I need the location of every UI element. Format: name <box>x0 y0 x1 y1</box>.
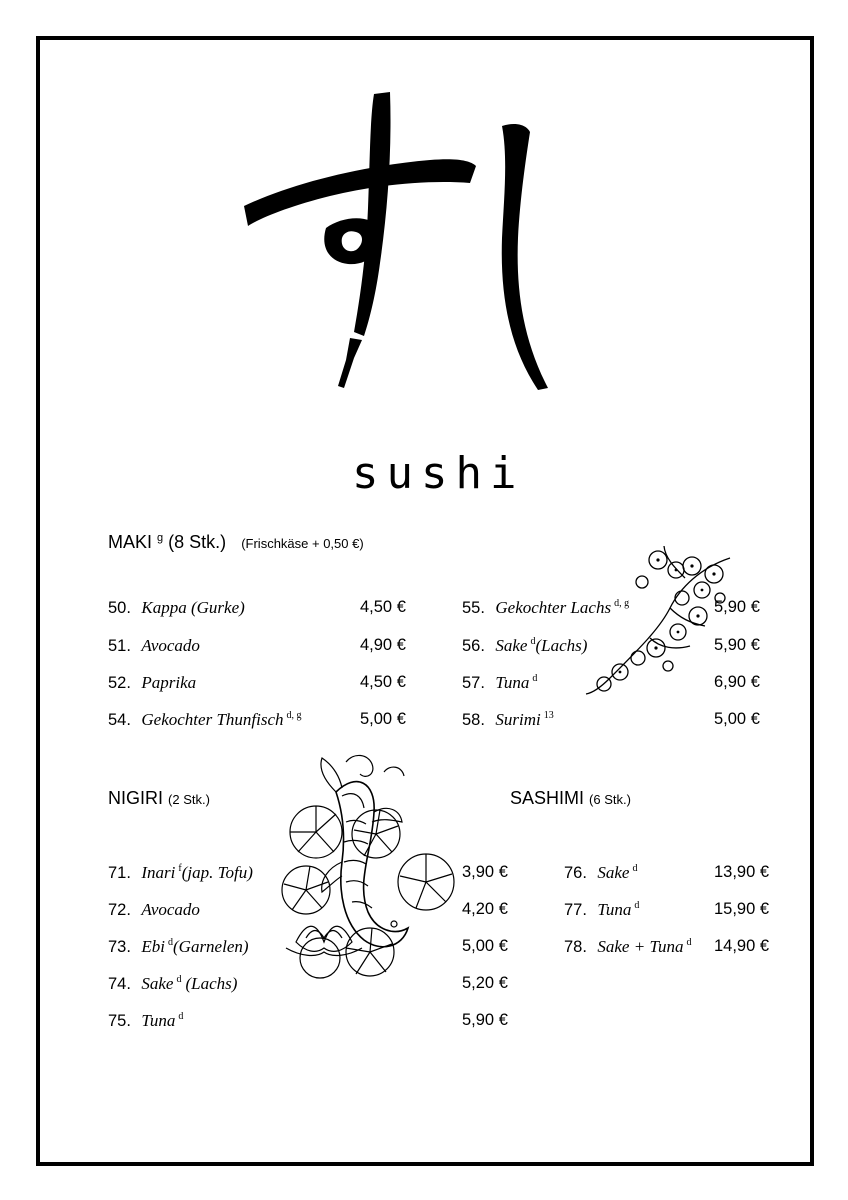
item-number: 75. <box>108 1012 131 1030</box>
list-item <box>564 900 776 920</box>
item-name: Sake + Tuna <box>597 937 684 956</box>
item-number: 74. <box>108 975 131 993</box>
item-price: 5,90 € <box>714 636 760 654</box>
item-name: Sake <box>597 863 630 882</box>
item-number: 51. <box>108 637 131 655</box>
item-number: 71. <box>108 864 131 882</box>
item-price: 15,90 € <box>714 900 770 918</box>
item-name: Avocado <box>141 900 200 919</box>
list-item <box>462 598 764 618</box>
list-item <box>108 863 512 883</box>
item-number: 55. <box>462 599 485 617</box>
list-item <box>108 937 512 957</box>
nigiri-heading <box>108 788 210 809</box>
item-price: 5,00 € <box>462 937 508 955</box>
item-allergens: d <box>178 1011 184 1023</box>
item-allergens: d <box>632 863 638 875</box>
maki-heading-allergen: g <box>157 532 164 544</box>
item-name: Kappa (Gurke) <box>141 598 245 617</box>
item-number: 50. <box>108 599 131 617</box>
maki-heading <box>108 532 364 553</box>
logo-title: sushi <box>352 448 525 499</box>
nigiri-heading-count: (2 Stk.) <box>168 792 210 807</box>
item-number: 54. <box>108 711 131 729</box>
item-name: Surimi <box>495 710 541 729</box>
item-name-suffix: (Lachs) <box>185 974 238 993</box>
item-number: 77. <box>564 901 587 919</box>
item-name: Inari <box>141 863 176 882</box>
list-item <box>108 974 512 994</box>
item-allergens: d <box>634 900 640 912</box>
item-allergens: d <box>168 937 173 949</box>
item-name: Tuna <box>141 1011 176 1030</box>
item-price: 5,00 € <box>714 710 760 728</box>
item-name-suffix: (Garnelen) <box>173 937 249 956</box>
list-item <box>564 863 776 883</box>
item-number: 73. <box>108 938 131 956</box>
item-price: 3,90 € <box>462 863 508 881</box>
list-item <box>564 937 776 957</box>
list-item <box>462 673 764 693</box>
list-item <box>108 673 410 693</box>
item-name: Avocado <box>141 636 200 655</box>
item-name: Ebi <box>141 937 165 956</box>
list-item <box>108 1011 512 1031</box>
nigiri-heading-label: NIGIRI <box>108 788 164 808</box>
item-price: 6,90 € <box>714 673 760 691</box>
item-name: Tuna <box>597 900 632 919</box>
item-price: 13,90 € <box>714 863 770 881</box>
item-allergens: 13 <box>543 710 554 722</box>
item-name-suffix: (jap. Tofu) <box>181 863 253 882</box>
item-price: 5,00 € <box>360 710 406 728</box>
item-price: 4,20 € <box>462 900 508 918</box>
item-allergens: d <box>176 974 182 986</box>
sashimi-heading <box>510 788 631 809</box>
maki-note: (Frischkäse + 0,50 €) <box>241 536 364 551</box>
item-number: 72. <box>108 901 131 919</box>
list-item <box>108 598 410 618</box>
item-price: 4,50 € <box>360 598 406 616</box>
list-item <box>108 900 512 920</box>
item-allergens: f <box>178 863 182 875</box>
sushi-kana-calligraphy <box>230 88 570 398</box>
item-name-suffix: (Lachs) <box>535 636 588 655</box>
maki-heading-label: MAKI <box>108 532 153 552</box>
item-name: Tuna <box>495 673 530 692</box>
sashimi-heading-count: (6 Stk.) <box>589 792 631 807</box>
item-name: Sake <box>495 636 528 655</box>
item-price: 4,50 € <box>360 673 406 691</box>
item-number: 58. <box>462 711 485 729</box>
item-number: 76. <box>564 864 587 882</box>
list-item <box>462 710 764 730</box>
item-number: 57. <box>462 674 485 692</box>
list-item <box>108 710 410 730</box>
item-allergens: d <box>686 937 692 949</box>
item-number: 56. <box>462 637 485 655</box>
item-number: 52. <box>108 674 131 692</box>
item-allergens: d, g <box>614 598 630 610</box>
item-allergens: d <box>530 636 536 648</box>
item-name: Sake <box>141 974 174 993</box>
item-price: 14,90 € <box>714 937 770 955</box>
list-item <box>462 636 764 656</box>
sashimi-heading-label: SASHIMI <box>510 788 585 808</box>
item-price: 5,20 € <box>462 974 508 992</box>
item-name: Paprika <box>141 673 197 692</box>
item-allergens: d, g <box>286 710 302 722</box>
maki-heading-count: (8 Stk.) <box>168 532 227 552</box>
item-number: 78. <box>564 938 587 956</box>
item-name: Gekochter Lachs <box>495 598 612 617</box>
item-price: 5,90 € <box>714 598 760 616</box>
item-price: 4,90 € <box>360 636 406 654</box>
item-allergens: d <box>532 673 538 685</box>
list-item <box>108 636 410 656</box>
item-price: 5,90 € <box>462 1011 508 1029</box>
item-name: Gekochter Thunfisch <box>141 710 284 729</box>
